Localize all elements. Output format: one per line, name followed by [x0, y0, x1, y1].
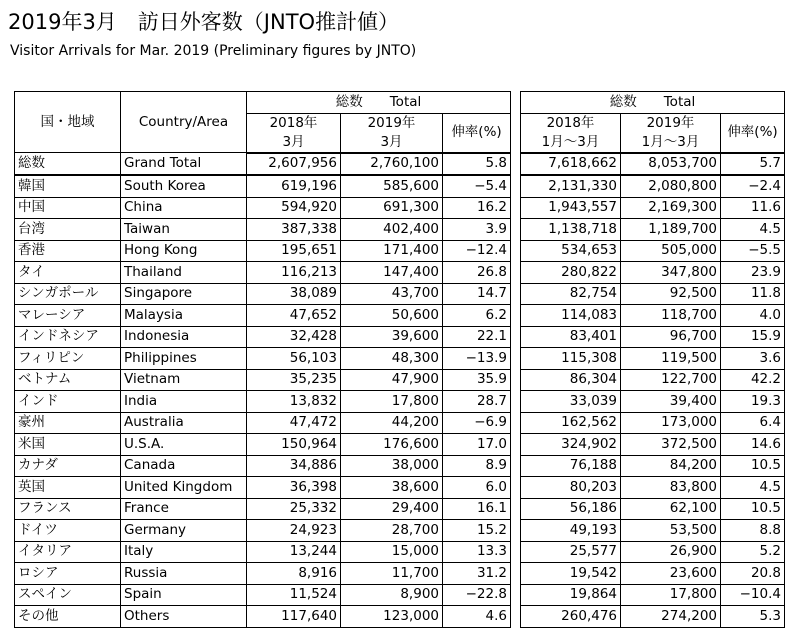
cell-country-en: U.S.A.: [121, 434, 247, 456]
cell-rate-ytd: 4.5: [721, 477, 785, 499]
cell-country-en: Germany: [121, 520, 247, 542]
table-row: [15, 412, 785, 434]
cell-rate-month: 3.9: [443, 219, 511, 241]
cell-rate-month: 13.3: [443, 541, 511, 563]
cell-mar-2018: 34,886: [247, 455, 341, 477]
cell-rate-month: 6.0: [443, 477, 511, 499]
cell-mar-2019: 39,600: [341, 326, 443, 348]
cell-mar-2019: 147,400: [341, 262, 443, 284]
cell-rate-month: 17.0: [443, 434, 511, 456]
cell-ytd-2019: 2,169,300: [621, 197, 721, 219]
cell-rate-ytd: 4.5: [721, 219, 785, 241]
cell-rate-month: −6.9: [443, 412, 511, 434]
cell-mar-2019: 11,700: [341, 563, 443, 585]
cell-ytd-2018: 25,577: [521, 541, 621, 563]
cell-mar-2019: 402,400: [341, 219, 443, 241]
cell-rate-ytd: 10.5: [721, 498, 785, 520]
cell-ytd-2018: 2,131,330: [521, 175, 621, 197]
cell-country-en: India: [121, 391, 247, 413]
cell-mar-2019: 50,600: [341, 305, 443, 327]
cell-rate-ytd: 42.2: [721, 369, 785, 391]
cell-country-en: Spain: [121, 584, 247, 606]
cell-mar-2018: 11,524: [247, 584, 341, 606]
cell-rate-ytd: 11.8: [721, 283, 785, 305]
column-gap: [511, 283, 521, 305]
cell-country-en: South Korea: [121, 175, 247, 197]
cell-rate-month: 16.1: [443, 498, 511, 520]
cell-country-en: Taiwan: [121, 219, 247, 241]
cell-country-jp: イタリア: [15, 541, 121, 563]
cell-ytd-2019: 2,080,800: [621, 175, 721, 197]
table-row: [15, 369, 785, 391]
table-row: [15, 348, 785, 370]
cell-country-jp: マレーシア: [15, 305, 121, 327]
cell-rate-ytd: 6.4: [721, 412, 785, 434]
cell-ytd-2018: 83,401: [521, 326, 621, 348]
cell-ytd-2018: 1,943,557: [521, 197, 621, 219]
cell-mar-2018: 594,920: [247, 197, 341, 219]
cell-mar-2018: 25,332: [247, 498, 341, 520]
table-row: [15, 175, 785, 197]
cell-rate-month: 16.2: [443, 197, 511, 219]
table-row: [15, 498, 785, 520]
cell-rate-month: 22.1: [443, 326, 511, 348]
cell-mar-2018: 36,398: [247, 477, 341, 499]
cell-rate-ytd: −2.4: [721, 175, 785, 197]
column-gap: [511, 175, 521, 197]
cell-rate-month: 31.2: [443, 563, 511, 585]
cell-ytd-2018: 534,653: [521, 240, 621, 262]
cell-ytd-2019: 26,900: [621, 541, 721, 563]
column-gap: [511, 584, 521, 606]
header-2019-mar: 2019年 3月: [341, 113, 443, 153]
column-gap: [511, 563, 521, 585]
cell-ytd-2018: 56,186: [521, 498, 621, 520]
cell-rate-month: 8.9: [443, 455, 511, 477]
cell-rate-month: 4.6: [443, 606, 511, 628]
header-2019-ytd: 2019年 1月～3月: [621, 113, 721, 153]
page-subtitle: Visitor Arrivals for Mar. 2019 (Preliminary figures by JNTO): [10, 43, 417, 59]
cell-country-jp: 韓国: [15, 175, 121, 197]
header-2018-ytd: 2018年 1月～3月: [521, 113, 621, 153]
cell-ytd-2018: 115,308: [521, 348, 621, 370]
cell-rate-month: 35.9: [443, 369, 511, 391]
cell-country-jp: インド: [15, 391, 121, 413]
table-row: [15, 240, 785, 262]
cell-country-en: Indonesia: [121, 326, 247, 348]
header-country-en: Country/Area: [121, 92, 247, 153]
cell-mar-2019: 29,400: [341, 498, 443, 520]
cell-mar-2019: 43,700: [341, 283, 443, 305]
cell-rate-month: −5.4: [443, 175, 511, 197]
cell-ytd-2019: 53,500: [621, 520, 721, 542]
page-title: 2019年3月 訪日外客数（JNTO推計値）: [8, 10, 400, 34]
header-rate-month: 伸率(%): [443, 113, 511, 153]
cell-mar-2019: 171,400: [341, 240, 443, 262]
cell-mar-2019: 123,000: [341, 606, 443, 628]
cell-ytd-2018: 19,542: [521, 563, 621, 585]
cell-country-jp: スペイン: [15, 584, 121, 606]
cell-ytd-2019: 118,700: [621, 305, 721, 327]
cell-mar-2019: 15,000: [341, 541, 443, 563]
cell-mar-2018: 619,196: [247, 175, 341, 197]
cell-ytd-2019: 39,400: [621, 391, 721, 413]
cell-rate-ytd: 5.3: [721, 606, 785, 628]
cell-mar-2019: 48,300: [341, 348, 443, 370]
cell-mar-2019: 8,900: [341, 584, 443, 606]
cell-mar-2018: 8,916: [247, 563, 341, 585]
cell-ytd-2018: 33,039: [521, 391, 621, 413]
cell-country-en: Canada: [121, 455, 247, 477]
cell-country-en: Russia: [121, 563, 247, 585]
cell-rate-ytd: −5.5: [721, 240, 785, 262]
table-row-grand-total: [15, 153, 785, 176]
column-gap: [511, 477, 521, 499]
cell-country-en: Vietnam: [121, 369, 247, 391]
cell-rate-ytd: 23.9: [721, 262, 785, 284]
cell-ytd-2019: 347,800: [621, 262, 721, 284]
cell-country-jp: カナダ: [15, 455, 121, 477]
cell-country-en: United Kingdom: [121, 477, 247, 499]
column-gap: [511, 305, 521, 327]
cell-rate-ytd: 11.6: [721, 197, 785, 219]
cell-country-en: Thailand: [121, 262, 247, 284]
table-row: [15, 283, 785, 305]
cell-mar-2018: 13,832: [247, 391, 341, 413]
cell-country-en: Philippines: [121, 348, 247, 370]
column-gap: [511, 541, 521, 563]
cell-ytd-2018: 324,902: [521, 434, 621, 456]
table-row: [15, 326, 785, 348]
cell-mar-2019: 2,760,100: [341, 153, 443, 176]
cell-mar-2019: 47,900: [341, 369, 443, 391]
cell-ytd-2019: 83,800: [621, 477, 721, 499]
table-row: [15, 541, 785, 563]
cell-country-en: Others: [121, 606, 247, 628]
cell-mar-2018: 387,338: [247, 219, 341, 241]
cell-country-jp: ドイツ: [15, 520, 121, 542]
column-gap: [511, 498, 521, 520]
column-gap: [511, 153, 521, 176]
cell-mar-2019: 28,700: [341, 520, 443, 542]
cell-country-en: Italy: [121, 541, 247, 563]
header-group-ytd: 総数 Total: [521, 92, 785, 114]
cell-country-en: Singapore: [121, 283, 247, 305]
cell-mar-2019: 17,800: [341, 391, 443, 413]
table-row: [15, 197, 785, 219]
header-2018-mar: 2018年 3月: [247, 113, 341, 153]
cell-ytd-2019: 173,000: [621, 412, 721, 434]
cell-mar-2018: 38,089: [247, 283, 341, 305]
table-row: [15, 606, 785, 628]
column-gap: [511, 240, 521, 262]
cell-rate-ytd: 8.8: [721, 520, 785, 542]
cell-mar-2018: 24,923: [247, 520, 341, 542]
cell-mar-2019: 38,600: [341, 477, 443, 499]
table-row: [15, 563, 785, 585]
cell-country-jp: 中国: [15, 197, 121, 219]
cell-rate-ytd: 4.0: [721, 305, 785, 327]
cell-country-jp: インドネシア: [15, 326, 121, 348]
table-row: [15, 219, 785, 241]
cell-rate-ytd: 3.6: [721, 348, 785, 370]
cell-country-jp: 総数: [15, 153, 121, 176]
cell-country-en: France: [121, 498, 247, 520]
cell-ytd-2019: 17,800: [621, 584, 721, 606]
cell-mar-2018: 150,964: [247, 434, 341, 456]
cell-country-jp: シンガポール: [15, 283, 121, 305]
table-row: [15, 455, 785, 477]
cell-mar-2018: 47,652: [247, 305, 341, 327]
cell-country-jp: その他: [15, 606, 121, 628]
cell-country-en: Malaysia: [121, 305, 247, 327]
cell-mar-2018: 32,428: [247, 326, 341, 348]
cell-rate-ytd: 19.3: [721, 391, 785, 413]
visitor-arrivals-table: [14, 91, 785, 628]
cell-mar-2019: 691,300: [341, 197, 443, 219]
column-gap: [511, 412, 521, 434]
cell-mar-2018: 2,607,956: [247, 153, 341, 176]
header-group-month: 総数 Total: [247, 92, 511, 114]
cell-rate-ytd: 20.8: [721, 563, 785, 585]
table-row: [15, 520, 785, 542]
column-gap: [511, 391, 521, 413]
cell-mar-2019: 44,200: [341, 412, 443, 434]
table-row: [15, 434, 785, 456]
table-row: [15, 305, 785, 327]
cell-country-jp: タイ: [15, 262, 121, 284]
column-gap: [511, 219, 521, 241]
cell-country-jp: 米国: [15, 434, 121, 456]
cell-country-jp: 香港: [15, 240, 121, 262]
table-row: [15, 391, 785, 413]
cell-ytd-2019: 505,000: [621, 240, 721, 262]
cell-ytd-2018: 82,754: [521, 283, 621, 305]
column-gap: [511, 434, 521, 456]
cell-rate-ytd: 5.7: [721, 153, 785, 176]
cell-ytd-2018: 7,618,662: [521, 153, 621, 176]
cell-mar-2018: 13,244: [247, 541, 341, 563]
column-gap: [511, 326, 521, 348]
cell-ytd-2018: 86,304: [521, 369, 621, 391]
table-body: [15, 153, 785, 628]
cell-ytd-2018: 19,864: [521, 584, 621, 606]
column-gap: [511, 520, 521, 542]
cell-rate-ytd: 5.2: [721, 541, 785, 563]
cell-rate-month: 6.2: [443, 305, 511, 327]
column-gap: [511, 348, 521, 370]
header-rate-ytd: 伸率(%): [721, 113, 785, 153]
header-country-jp: 国・地域: [15, 92, 121, 153]
cell-ytd-2019: 372,500: [621, 434, 721, 456]
cell-rate-month: 26.8: [443, 262, 511, 284]
cell-rate-month: 28.7: [443, 391, 511, 413]
table-row: [15, 477, 785, 499]
cell-rate-month: −13.9: [443, 348, 511, 370]
cell-ytd-2018: 1,138,718: [521, 219, 621, 241]
cell-country-jp: ベトナム: [15, 369, 121, 391]
cell-ytd-2019: 84,200: [621, 455, 721, 477]
cell-mar-2019: 38,000: [341, 455, 443, 477]
cell-rate-ytd: −10.4: [721, 584, 785, 606]
cell-mar-2019: 585,600: [341, 175, 443, 197]
cell-mar-2018: 35,235: [247, 369, 341, 391]
column-gap: [511, 606, 521, 628]
cell-ytd-2019: 274,200: [621, 606, 721, 628]
column-gap: [511, 197, 521, 219]
cell-mar-2018: 116,213: [247, 262, 341, 284]
cell-rate-ytd: 15.9: [721, 326, 785, 348]
column-gap: [511, 455, 521, 477]
cell-rate-ytd: 14.6: [721, 434, 785, 456]
cell-country-jp: フィリピン: [15, 348, 121, 370]
cell-ytd-2018: 76,188: [521, 455, 621, 477]
cell-ytd-2018: 280,822: [521, 262, 621, 284]
cell-country-en: Australia: [121, 412, 247, 434]
cell-ytd-2019: 62,100: [621, 498, 721, 520]
cell-ytd-2019: 23,600: [621, 563, 721, 585]
cell-ytd-2019: 8,053,700: [621, 153, 721, 176]
cell-rate-month: −12.4: [443, 240, 511, 262]
cell-country-en: China: [121, 197, 247, 219]
cell-country-en: Grand Total: [121, 153, 247, 176]
cell-mar-2018: 56,103: [247, 348, 341, 370]
cell-ytd-2019: 122,700: [621, 369, 721, 391]
cell-ytd-2019: 1,189,700: [621, 219, 721, 241]
cell-rate-month: −22.8: [443, 584, 511, 606]
cell-ytd-2018: 114,083: [521, 305, 621, 327]
cell-rate-month: 15.2: [443, 520, 511, 542]
column-gap: [511, 369, 521, 391]
cell-ytd-2018: 162,562: [521, 412, 621, 434]
cell-rate-month: 5.8: [443, 153, 511, 176]
table-row: [15, 262, 785, 284]
cell-mar-2018: 195,651: [247, 240, 341, 262]
column-gap: [511, 262, 521, 284]
cell-ytd-2019: 96,700: [621, 326, 721, 348]
cell-ytd-2018: 260,476: [521, 606, 621, 628]
cell-country-jp: ロシア: [15, 563, 121, 585]
cell-mar-2018: 117,640: [247, 606, 341, 628]
cell-rate-month: 14.7: [443, 283, 511, 305]
cell-rate-ytd: 10.5: [721, 455, 785, 477]
cell-country-en: Hong Kong: [121, 240, 247, 262]
cell-ytd-2019: 92,500: [621, 283, 721, 305]
cell-ytd-2018: 80,203: [521, 477, 621, 499]
cell-country-jp: フランス: [15, 498, 121, 520]
column-gap: [511, 92, 521, 153]
cell-ytd-2018: 49,193: [521, 520, 621, 542]
cell-ytd-2019: 119,500: [621, 348, 721, 370]
cell-mar-2019: 176,600: [341, 434, 443, 456]
cell-country-jp: 台湾: [15, 219, 121, 241]
cell-mar-2018: 47,472: [247, 412, 341, 434]
cell-country-jp: 豪州: [15, 412, 121, 434]
table-row: [15, 584, 785, 606]
cell-country-jp: 英国: [15, 477, 121, 499]
